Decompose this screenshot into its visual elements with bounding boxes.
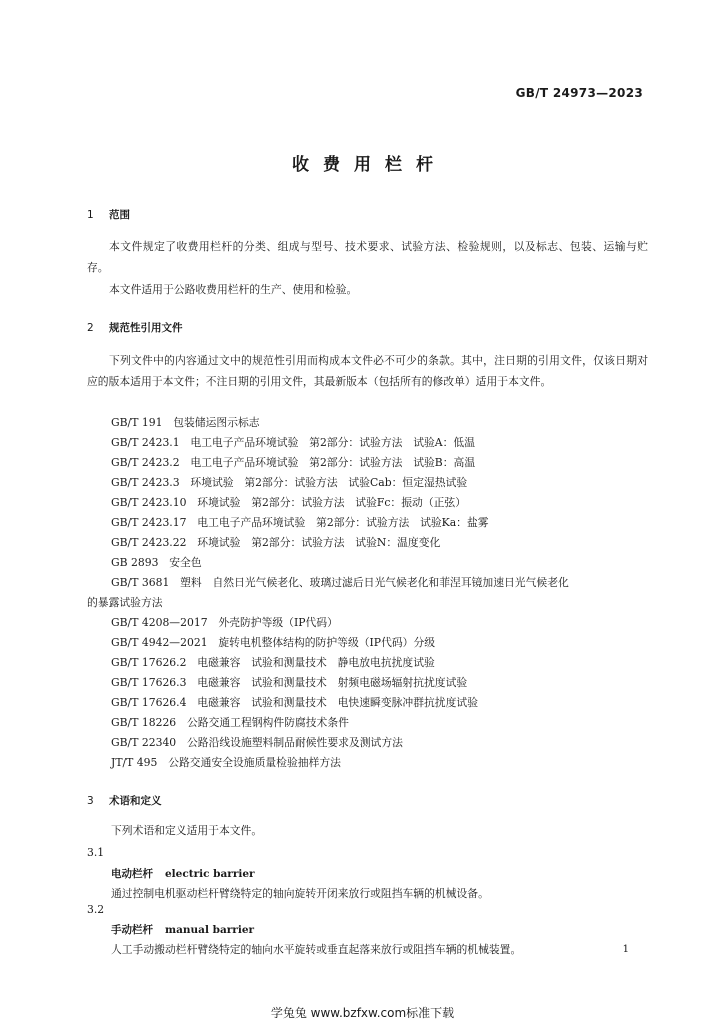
reference-item: GB/T 2423.10 环境试验 第2部分：试验方法 试验Fc：振动（正弦） — [111, 496, 467, 509]
reference-item: GB/T 17626.2 电磁兼容 试验和测量技术 静电放电抗扰度试验 — [111, 656, 435, 669]
reference-item: GB/T 22340 公路沿线设施塑料制品耐候性要求及测试方法 — [111, 736, 403, 749]
section-title: 规范性引用文件 — [109, 322, 183, 334]
term-english: electric barrier — [165, 868, 255, 880]
term-definition: 通过控制电机驱动栏杆臂绕特定的轴向旋转开闭来放行或阻挡车辆的机械设备。 — [111, 887, 489, 900]
term-chinese: 手动栏杆 — [111, 924, 153, 936]
section-title: 术语和定义 — [109, 795, 162, 807]
term-chinese: 电动栏杆 — [111, 868, 153, 880]
section-1-heading — [87, 207, 130, 222]
reference-item: GB/T 4208—2017 外壳防护等级（IP代码） — [111, 616, 338, 629]
reference-item: JT/T 495 公路交通安全设施质量检验抽样方法 — [111, 756, 341, 769]
term-heading — [111, 922, 254, 937]
reference-item-continuation: 的暴露试验方法 — [87, 596, 163, 609]
reference-item: GB/T 4942—2021 旋转电机整体结构的防护等级（IP代码）分级 — [111, 636, 436, 649]
term-english: manual barrier — [165, 924, 255, 936]
scope-paragraph-2: 本文件适用于公路收费用栏杆的生产、使用和检验。 — [109, 283, 358, 296]
reference-item: GB/T 191 包装储运图示标志 — [111, 416, 260, 429]
section-number: 3 — [87, 795, 94, 807]
reference-item: GB/T 2423.22 环境试验 第2部分：试验方法 试验N：温度变化 — [111, 536, 441, 549]
reference-item: GB/T 2423.1 电工电子产品环境试验 第2部分：试验方法 试验A：低温 — [111, 436, 475, 449]
reference-item: GB/T 17626.4 电磁兼容 试验和测量技术 电快速瞬变脉冲群抗扰度试验 — [111, 696, 478, 709]
reference-item: GB/T 3681 塑料 自然日光气候老化、玻璃过滤后日光气候老化和菲涅耳镜加速日光气候老化 — [111, 576, 569, 589]
term-heading — [111, 866, 255, 881]
reference-item: GB/T 2423.3 环境试验 第2部分：试验方法 试验Cab：恒定湿热试验 — [111, 476, 468, 489]
document-title: 收费用栏杆 — [292, 155, 447, 175]
section-3-heading — [87, 793, 162, 808]
section-number: 2 — [87, 322, 94, 334]
page-number: 1 — [622, 944, 629, 955]
reference-item: GB/T 17626.3 电磁兼容 试验和测量技术 射频电磁场辐射抗扰度试验 — [111, 676, 468, 689]
term-definition: 人工手动搬动栏杆臂绕特定的轴向水平旋转或垂直起落来放行或阻挡车辆的机械装置。 — [111, 943, 522, 956]
scope-paragraph-1: 本文件规定了收费用栏杆的分类、组成与型号、技术要求、试验方法、检验规则，以及标志、包装、运输与贮存。 — [87, 240, 648, 274]
section-title: 范围 — [109, 209, 130, 221]
standard-number: GB/T 24973—2023 — [515, 86, 643, 100]
normative-intro: 下列文件中的内容通过文中的规范性引用而构成本文件必不可少的条款。其中，注日期的引用文件，仅该日期对应的版本适用于本文件；不注日期的引用文件，其最新版本（包括所有的修改单）适用于本文件。 — [87, 354, 648, 388]
terms-intro: 下列术语和定义适用于本文件。 — [111, 824, 263, 837]
term-number: 3.1 — [87, 846, 105, 859]
term-number: 3.2 — [87, 903, 105, 916]
section-2-heading — [87, 320, 183, 335]
reference-item: GB 2893 安全色 — [111, 556, 202, 569]
reference-item: GB/T 2423.17 电工电子产品环境试验 第2部分：试验方法 试验Ka：盐雾 — [111, 516, 489, 529]
footer-watermark-link[interactable]: 学兔兔 www.bzfxw.com标准下载 — [270, 1006, 455, 1020]
reference-item: GB/T 18226 公路交通工程钢构件防腐技术条件 — [111, 716, 349, 729]
reference-item: GB/T 2423.2 电工电子产品环境试验 第2部分：试验方法 试验B：高温 — [111, 456, 476, 469]
section-number: 1 — [87, 209, 94, 221]
